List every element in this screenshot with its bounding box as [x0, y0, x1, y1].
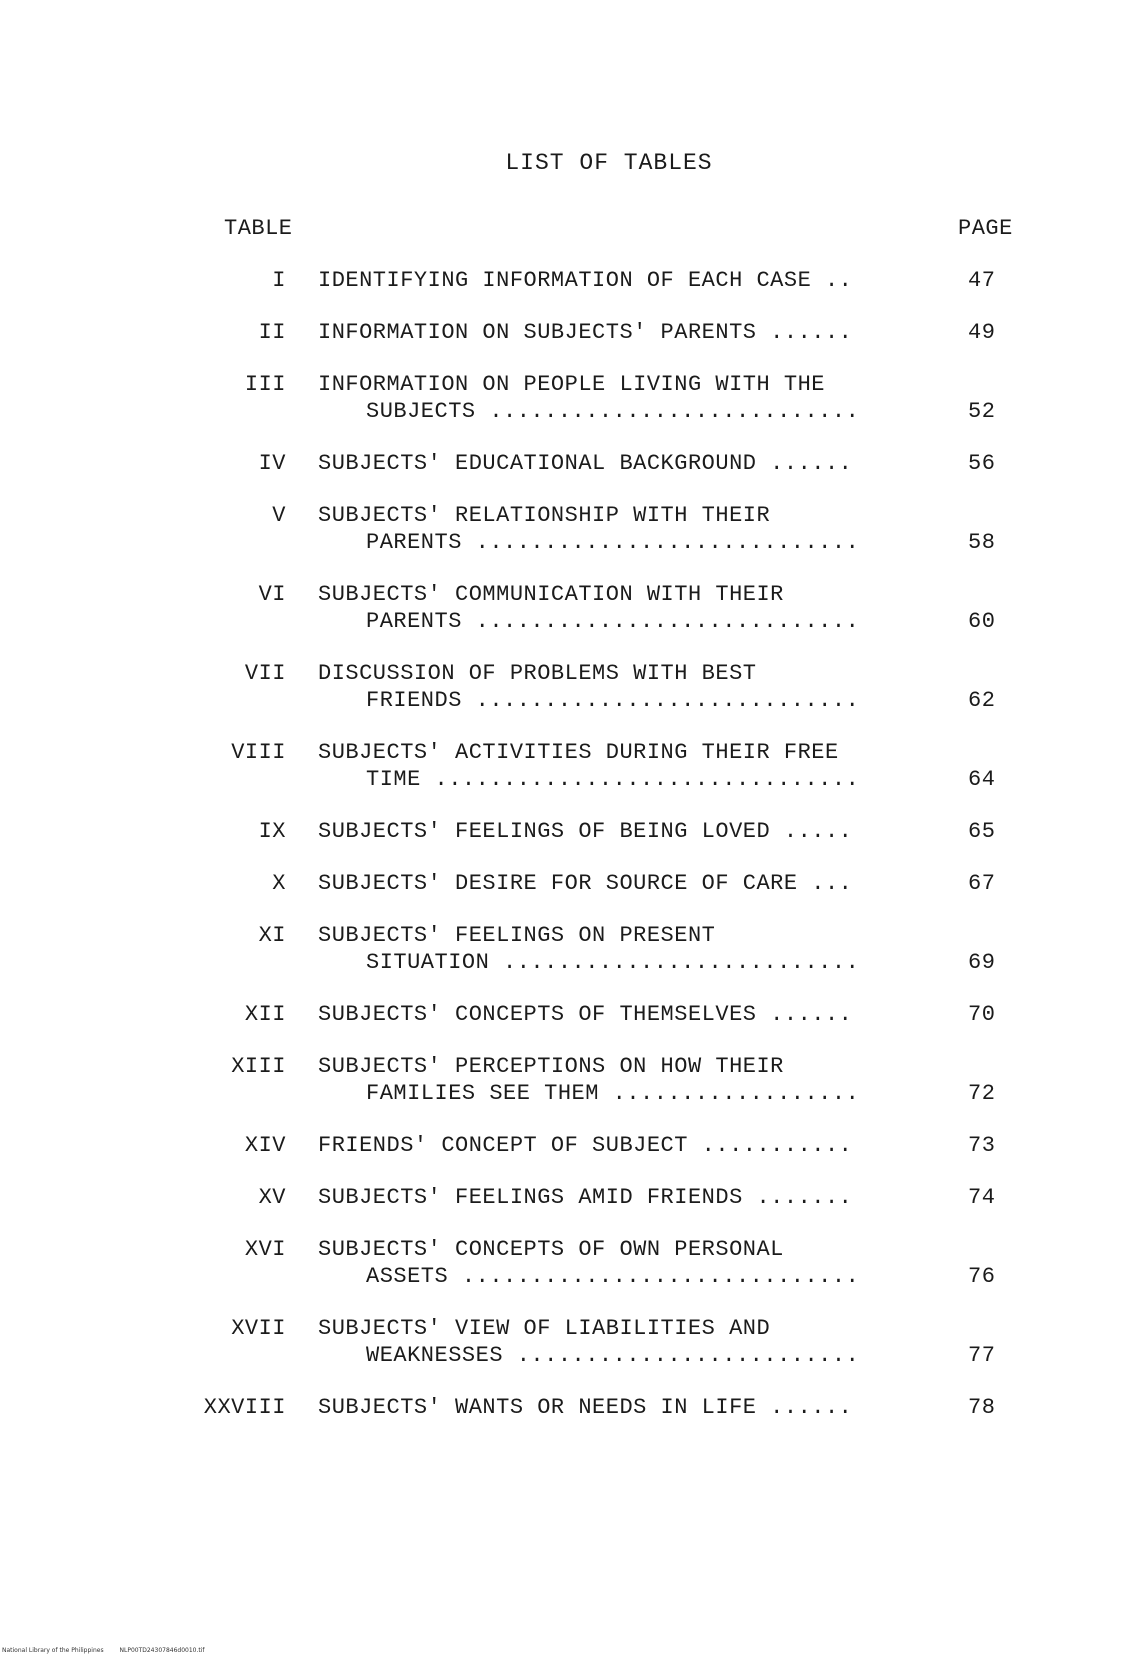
table-number: XXVIII	[203, 1395, 286, 1420]
table-number: X	[272, 871, 286, 896]
table-title: SUBJECTS' FEELINGS AMID FRIENDS .......	[318, 1185, 853, 1210]
table-number: V	[272, 503, 286, 528]
table-number: XV	[258, 1185, 286, 1210]
table-number: XI	[258, 923, 286, 948]
footer-source: National Library of the Philippines	[2, 1647, 104, 1654]
page-number: 52	[968, 399, 996, 424]
table-number: IX	[258, 819, 286, 844]
table-title-continued: FAMILIES SEE THEM ..................	[366, 1081, 860, 1106]
list-item	[0, 819, 1148, 871]
table-number: VII	[244, 661, 286, 686]
table-title-continued: FRIENDS ............................	[366, 688, 860, 713]
table-number: XII	[244, 1002, 286, 1027]
page-number: 49	[968, 320, 996, 345]
page-number: 58	[968, 530, 996, 555]
page-number: 67	[968, 871, 996, 896]
list-item	[0, 871, 1148, 923]
table-title: SUBJECTS' EDUCATIONAL BACKGROUND ......	[318, 451, 853, 476]
table-title: IDENTIFYING INFORMATION OF EACH CASE ..	[318, 268, 853, 293]
table-number: VI	[258, 582, 286, 607]
page-number: 73	[968, 1133, 996, 1158]
table-title-continued: PARENTS ............................	[366, 609, 860, 634]
table-title: SUBJECTS' ACTIVITIES DURING THEIR FREE	[318, 740, 839, 765]
table-title: SUBJECTS' FEELINGS OF BEING LOVED .....	[318, 819, 853, 844]
list-item	[0, 1054, 1148, 1133]
table-title: INFORMATION ON PEOPLE LIVING WITH THE	[318, 372, 825, 397]
page-number: 62	[968, 688, 996, 713]
table-title-continued: PARENTS ............................	[366, 530, 860, 555]
list-item	[0, 1316, 1148, 1395]
page-number: 60	[968, 609, 996, 634]
column-header-table: TABLE	[224, 216, 293, 241]
table-title: SUBJECTS' FEELINGS ON PRESENT	[318, 923, 716, 948]
table-title: FRIENDS' CONCEPT OF SUBJECT ...........	[318, 1133, 853, 1158]
list-item	[0, 1237, 1148, 1316]
scan-footer	[2, 1647, 219, 1654]
table-number: XIII	[231, 1054, 286, 1079]
list-item	[0, 1185, 1148, 1237]
footer-code: NLP00TD24307846d0010.tif	[119, 1647, 205, 1654]
page-number: 78	[968, 1395, 996, 1420]
page-number: 77	[968, 1343, 996, 1368]
list-item	[0, 740, 1148, 819]
table-title: SUBJECTS' VIEW OF LIABILITIES AND	[318, 1316, 771, 1341]
page-number: 47	[968, 268, 996, 293]
list-item	[0, 661, 1148, 740]
page-number: 65	[968, 819, 996, 844]
table-number: XIV	[244, 1133, 286, 1158]
page-title: LIST OF TABLES	[505, 150, 713, 176]
table-title: INFORMATION ON SUBJECTS' PARENTS ......	[318, 320, 853, 345]
list-item	[0, 451, 1148, 503]
list-item	[0, 268, 1148, 320]
page-number: 70	[968, 1002, 996, 1027]
table-title-continued: TIME ...............................	[366, 767, 860, 792]
list-item	[0, 1133, 1148, 1185]
table-number: II	[258, 320, 286, 345]
table-title: SUBJECTS' DESIRE FOR SOURCE OF CARE ...	[318, 871, 853, 896]
page-number: 56	[968, 451, 996, 476]
table-title-continued: ASSETS .............................	[366, 1264, 860, 1289]
table-title: SUBJECTS' CONCEPTS OF OWN PERSONAL	[318, 1237, 784, 1262]
table-title: SUBJECTS' WANTS OR NEEDS IN LIFE ......	[318, 1395, 853, 1420]
table-number: IV	[258, 451, 286, 476]
table-list	[0, 268, 1148, 1447]
list-item	[0, 923, 1148, 1002]
list-item	[0, 582, 1148, 661]
list-item	[0, 1002, 1148, 1054]
table-title-continued: SITUATION ..........................	[366, 950, 860, 975]
list-item	[0, 372, 1148, 451]
list-item	[0, 1395, 1148, 1447]
table-number: III	[244, 372, 286, 397]
list-item	[0, 503, 1148, 582]
table-number: XVII	[231, 1316, 286, 1341]
page-number: 74	[968, 1185, 996, 1210]
column-header-page: PAGE	[958, 216, 1013, 241]
table-title: DISCUSSION OF PROBLEMS WITH BEST	[318, 661, 757, 686]
list-item	[0, 320, 1148, 372]
page-number: 64	[968, 767, 996, 792]
table-title: SUBJECTS' RELATIONSHIP WITH THEIR	[318, 503, 771, 528]
page-number: 72	[968, 1081, 996, 1106]
page-number: 69	[968, 950, 996, 975]
table-title: SUBJECTS' PERCEPTIONS ON HOW THEIR	[318, 1054, 784, 1079]
table-title: SUBJECTS' COMMUNICATION WITH THEIR	[318, 582, 784, 607]
table-number: I	[272, 268, 286, 293]
table-title-continued: WEAKNESSES .........................	[366, 1343, 860, 1368]
table-title-continued: SUBJECTS ...........................	[366, 399, 860, 424]
table-number: VIII	[231, 740, 286, 765]
table-title: SUBJECTS' CONCEPTS OF THEMSELVES ......	[318, 1002, 853, 1027]
table-number: XVI	[244, 1237, 286, 1262]
page-number: 76	[968, 1264, 996, 1289]
